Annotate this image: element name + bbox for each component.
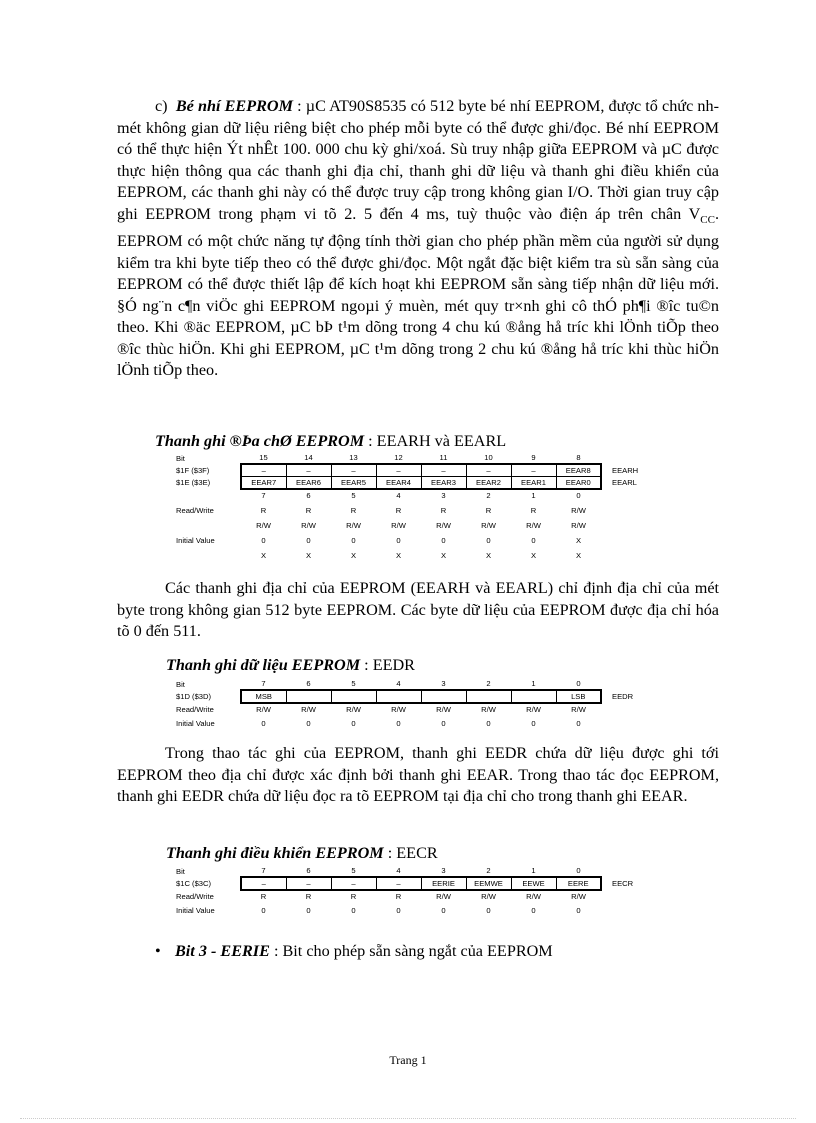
rw-value: R/W — [256, 521, 271, 530]
register-table-eear — [176, 452, 638, 561]
rw-value: R — [260, 506, 267, 515]
register-bit — [286, 690, 331, 703]
register-bit: EEAR1 — [511, 477, 556, 490]
register-bit: EEAR2 — [466, 477, 511, 490]
rw-value: R/W — [436, 521, 451, 530]
bit-number: 13 — [349, 453, 358, 462]
register-name: EEARH — [612, 465, 639, 475]
register-bit: EERIE — [421, 877, 466, 890]
initial-value: 0 — [576, 719, 581, 728]
register-name: EEDR — [612, 692, 634, 701]
register-bit: EEAR3 — [421, 477, 466, 490]
rw-value: R/W — [571, 506, 586, 515]
initial-value: 0 — [486, 536, 491, 545]
register-bit — [511, 690, 556, 703]
paragraph-eedr-desc — [117, 743, 719, 808]
initial-value: X — [530, 551, 537, 560]
bit-number: 0 — [576, 679, 581, 688]
rw-value: R — [485, 506, 492, 515]
bit-label: Bit — [176, 453, 185, 463]
initial-value: X — [485, 551, 492, 560]
register-bit: – — [466, 464, 511, 477]
read-write-row-2 — [176, 520, 638, 531]
bit-number: 14 — [304, 453, 313, 462]
bit-number: 3 — [441, 491, 446, 500]
rw-value: R/W — [571, 521, 586, 530]
bit-number: 6 — [306, 679, 311, 688]
rw-value: R — [260, 892, 267, 901]
register-bit: – — [421, 464, 466, 477]
bit-number: 2 — [486, 679, 491, 688]
register-bit: EEAR6 — [286, 477, 331, 490]
bullet-text: : Bit cho phép sẵn sàng ngắt của EEPROM — [273, 942, 553, 960]
bit-number: 6 — [306, 491, 311, 500]
register-bit: EEAR5 — [331, 477, 376, 490]
rw-value: R — [395, 506, 402, 515]
register-bit: – — [511, 464, 556, 477]
rw-value: R — [350, 892, 357, 901]
initial-value: 0 — [351, 906, 356, 915]
register-bit — [466, 690, 511, 703]
bullet-eerie — [155, 941, 553, 961]
bit-number: 10 — [484, 453, 493, 462]
rw-value: R/W — [346, 521, 361, 530]
bullet-icon: • — [155, 942, 161, 960]
initial-value: X — [305, 551, 312, 560]
initial-value: 0 — [576, 906, 581, 915]
heading-title: Thanh ghi dữ liệu EEPROM — [166, 656, 361, 674]
register-address: $1E ($3E) — [176, 478, 211, 488]
paragraph-text-2: . EEPROM có một chức năng tự động tính thời gian cho phép phần mềm của người sử dụng kiểm tra khi byte tiếp theo có thể được ghi/đọc. Một ngắt đặc biệt kiểm tra sù sẵn sàng của EEPROM có thể được thiết lập để kích hoạt khi EEPROM sẵn sàng tiếp nhận dữ liệu mới. §Ó ng¨n c¶n viÖc ghi EEPROM ngoµi ý muèn, mét quy tr×nh ghi cô thÓ ph¶i ®îc tu©n theo. Khi ®äc EEPROM, µC bÞ t¹m dõng trong 4 chu kú ®ång hå tríc khi lÖnh tiÕp theo ®îc thùc hiÖn. Khi ghi EEPROM, µC t¹m dõng trong 2 chu kú ®ång hå tríc khi thùc hiÖn lÖnh tiÕp theo. — [117, 204, 719, 380]
rw-value: R — [530, 506, 537, 515]
register-bit: EEAR7 — [241, 477, 286, 490]
rw-value: R — [305, 506, 312, 515]
bit-number: 1 — [531, 491, 536, 500]
initial-value: 0 — [351, 536, 356, 545]
rw-value: R/W — [391, 521, 406, 530]
bit-number: 2 — [486, 866, 491, 875]
initial-value-row — [176, 718, 633, 729]
rw-value: R/W — [526, 521, 541, 530]
heading-suffix: : EEDR — [364, 656, 415, 674]
initial-value: 0 — [531, 536, 536, 545]
register-bit — [376, 690, 421, 703]
rw-value: R/W — [571, 892, 586, 901]
bit-number: 7 — [261, 679, 266, 688]
paragraph-text: Các thanh ghi địa chỉ của EEPROM (EEARH và EEARL) chỉ định địa chỉ của mét byte trong không gian 512 byte EEPROM. Các byte dữ liệu của EEPROM được địa chỉ hóa tõ 0 đến 511. — [117, 579, 719, 640]
initial-value: 0 — [396, 906, 401, 915]
read-write-label: Read/Write — [176, 891, 214, 901]
paragraph-text: Trong thao tác ghi của EEPROM, thanh ghi EEDR chứa dữ liệu được ghi tới EEPROM theo địa chỉ được xác định bởi thanh ghi EEAR. Trong thao tác đọc EEPROM, thanh ghi EEDR chứa dữ liệu đọc ra tõ EEPROM tại địa chỉ cho trong thanh ghi EEAR. — [117, 744, 719, 805]
rw-value: R — [305, 892, 312, 901]
rw-value: R/W — [481, 705, 496, 714]
initial-value: 0 — [531, 719, 536, 728]
register-address: $1D ($3D) — [176, 692, 212, 701]
rw-value: R/W — [481, 892, 496, 901]
register-address: $1F ($3F) — [176, 465, 210, 475]
bit-number: 2 — [486, 491, 491, 500]
read-write-row — [176, 890, 633, 902]
bit-number: 7 — [261, 866, 266, 875]
bit-row — [176, 865, 633, 877]
rw-value: R/W — [526, 705, 541, 714]
register-row-eedr — [176, 690, 633, 703]
rw-value: R/W — [346, 705, 361, 714]
initial-value: X — [260, 551, 267, 560]
initial-value: 0 — [261, 536, 266, 545]
initial-value-row-2 — [176, 550, 638, 561]
register-row-eecr — [176, 877, 633, 890]
bit-number: 7 — [261, 491, 266, 500]
register-bit: – — [241, 877, 286, 890]
bit-row — [176, 452, 638, 464]
bit-number: 4 — [396, 679, 401, 688]
bit-number: 12 — [394, 453, 403, 462]
initial-value: 0 — [306, 719, 311, 728]
register-row-eearh — [176, 464, 638, 477]
bit-label: Bit — [176, 866, 185, 876]
register-bit: EEAR4 — [376, 477, 421, 490]
initial-value-label: Initial Value — [176, 536, 215, 545]
initial-value: 0 — [306, 906, 311, 915]
register-name: EECR — [612, 879, 634, 888]
heading-eear — [155, 431, 506, 451]
bit-number: 9 — [531, 453, 536, 462]
register-bit: EERE — [556, 877, 601, 890]
register-name: EEARL — [612, 478, 637, 488]
bit-number: 8 — [576, 453, 581, 462]
bit-number: 11 — [439, 453, 448, 462]
register-bit: MSB — [241, 690, 286, 703]
bit-label: Bit — [176, 679, 185, 689]
initial-value: 0 — [441, 719, 446, 728]
heading-suffix: : EEARH và EEARL — [368, 432, 507, 450]
bit-number: 4 — [396, 491, 401, 500]
rw-value: R/W — [526, 892, 541, 901]
bit-number: 1 — [531, 866, 536, 875]
register-row-eearl — [176, 477, 638, 490]
bit-number: 5 — [351, 866, 356, 875]
register-table-eecr — [176, 865, 633, 916]
initial-value: 0 — [351, 719, 356, 728]
bit-number: 3 — [441, 679, 446, 688]
bit-number: 0 — [576, 491, 581, 500]
bit-number: 5 — [351, 491, 356, 500]
rw-value: R/W — [391, 705, 406, 714]
rw-value: R/W — [301, 521, 316, 530]
initial-value: 0 — [441, 536, 446, 545]
register-bit: – — [286, 877, 331, 890]
initial-value: X — [440, 551, 447, 560]
register-bit: – — [286, 464, 331, 477]
rw-value: R — [440, 506, 447, 515]
initial-value: 0 — [486, 719, 491, 728]
bit-number: 4 — [396, 866, 401, 875]
initial-value: X — [575, 551, 582, 560]
list-prefix: c) — [155, 97, 168, 115]
bit-number: 0 — [576, 866, 581, 875]
rw-value: R/W — [436, 705, 451, 714]
bit-row-low — [176, 489, 638, 501]
initial-value: 0 — [396, 719, 401, 728]
heading-suffix: : EECR — [387, 844, 438, 862]
register-bit: EEAR8 — [556, 464, 601, 477]
initial-value: 0 — [261, 719, 266, 728]
paragraph-eeprom-intro — [117, 96, 719, 382]
rw-value: R — [395, 892, 402, 901]
rw-value: R/W — [436, 892, 451, 901]
page-footer: Trang 1 — [389, 1053, 427, 1067]
bullet-title: Bit 3 - EERIE — [175, 942, 270, 960]
bit-number: 5 — [351, 679, 356, 688]
register-bit: – — [331, 464, 376, 477]
initial-value: 0 — [261, 906, 266, 915]
read-write-row — [176, 505, 638, 516]
register-bit: – — [241, 464, 286, 477]
register-bit: – — [331, 877, 376, 890]
page-divider — [20, 1118, 796, 1119]
initial-value: 0 — [396, 536, 401, 545]
heading-eedr — [166, 655, 415, 675]
heading-eecr — [166, 843, 438, 863]
rw-value: R/W — [301, 705, 316, 714]
rw-value: R/W — [571, 705, 586, 714]
register-bit — [331, 690, 376, 703]
register-address: $1C ($3C) — [176, 879, 212, 888]
initial-value-label: Initial Value — [176, 719, 215, 728]
initial-value-label: Initial Value — [176, 906, 215, 915]
rw-value: R/W — [481, 521, 496, 530]
register-bit — [421, 690, 466, 703]
register-bit: EEWE — [511, 877, 556, 890]
register-table-eedr — [176, 678, 633, 729]
paragraph-eear-desc — [117, 578, 719, 643]
initial-value: 0 — [531, 906, 536, 915]
paragraph-text: : µC AT90S8535 có 512 byte bé nhí EEPROM, được tổ chức nh mét không gian dữ liệu riêng biệt cho phép mỗi byte có thể được ghi/đọc. Bé nhí EEPROM có thể thực hiện Ýt nhÊt 100. 000 chu kỳ ghi/xoá. Sù truy nhập giữa EEPROM và µC được thực hiện thông qua các thanh ghi địa chỉ, thanh ghi dữ liệu và thanh ghi điều khiển của EEPROM, các thanh ghi này có thể được truy cập trong không gian I/O. Thời gian truy cập ghi EEPROM trong phạm vi tõ 2. 5 đến 4 ms, tuỳ thuộc vào điện áp trên chân V — [117, 97, 719, 223]
read-write-row — [176, 703, 633, 715]
bit-number: 3 — [441, 866, 446, 875]
initial-value: X — [350, 551, 357, 560]
register-bit: LSB — [556, 690, 601, 703]
heading-title: Thanh ghi ®Þa chØ EEPROM — [155, 432, 365, 450]
rw-value: R/W — [256, 705, 271, 714]
register-bit: EEMWE — [466, 877, 511, 890]
initial-value: X — [395, 551, 402, 560]
register-bit: – — [376, 877, 421, 890]
bit-number: 15 — [259, 453, 268, 462]
read-write-label: Read/Write — [176, 506, 214, 515]
initial-value: 0 — [306, 536, 311, 545]
read-write-label: Read/Write — [176, 704, 214, 714]
rw-value: R — [350, 506, 357, 515]
bit-number: 1 — [531, 679, 536, 688]
bit-row — [176, 678, 633, 690]
section-title: Bé nhí EEPROM — [175, 97, 293, 115]
initial-value-row — [176, 535, 638, 546]
initial-value: 0 — [441, 906, 446, 915]
initial-value-row — [176, 905, 633, 916]
initial-value: 0 — [486, 906, 491, 915]
bit-number: 6 — [306, 866, 311, 875]
initial-value: X — [575, 536, 582, 545]
register-bit: – — [376, 464, 421, 477]
subscript: CC — [700, 213, 715, 226]
register-bit: EEAR0 — [556, 477, 601, 490]
heading-title: Thanh ghi điều khiển EEPROM — [166, 844, 384, 862]
